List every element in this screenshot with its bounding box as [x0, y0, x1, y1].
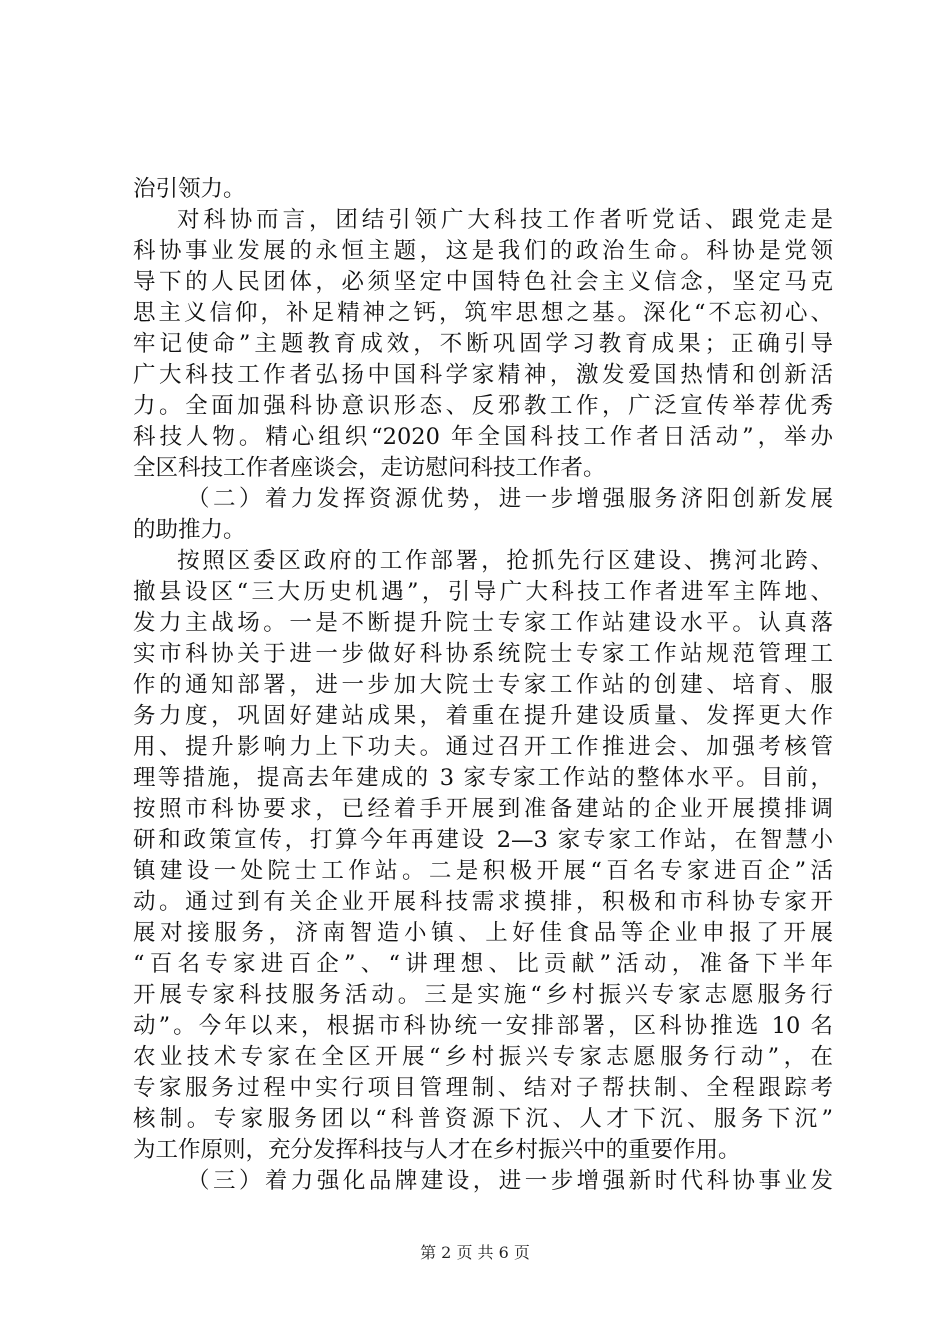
text-line: 科技人物。精心组织“2020 年全国科技工作者日活动”，举办	[133, 424, 833, 450]
text-line: 按照市科协要求，已经着手开展到准备建站的企业开展摸排调	[133, 796, 833, 822]
section-heading: （二）着力发挥资源优势，进一步增强服务济阳创新发展	[187, 486, 833, 512]
text-line: 广大科技工作者弘扬中国科学家精神，激发爱国热情和创新活	[133, 362, 833, 388]
text-line: 科协事业发展的永恒主题，这是我们的政治生命。科协是党领	[133, 238, 833, 264]
text-line: 力。全面加强科协意识形态、反邪教工作，广泛宣传举荐优秀	[133, 393, 833, 419]
text-line: 全区科技工作者座谈会，走访慰问科技工作者。	[133, 455, 606, 481]
text-line: 镇建设一处院士工作站。二是积极开展“百名专家进百企”活	[133, 858, 833, 884]
text-line: 开展专家科技服务活动。三是实施“乡村振兴专家志愿服务行	[133, 982, 833, 1008]
text-line: 核制。专家服务团以“科普资源下沉、人才下沉、服务下沉”	[133, 1106, 833, 1132]
text-line: 农业技术专家在全区开展“乡村振兴专家志愿服务行动”，在	[133, 1044, 833, 1070]
text-line: 动”。今年以来，根据市科协统一安排部署，区科协推选 10 名	[133, 1013, 833, 1039]
text-line: 牢记使命”主题教育成效，不断巩固学习教育成果；正确引导	[133, 331, 833, 357]
text-line: 导下的人民团体，必须坚定中国特色社会主义信念，坚定马克	[133, 269, 833, 295]
text-line: “百名专家进百企”、“讲理想、比贡献”活动，准备下半年	[133, 951, 833, 977]
text-line: 实市科协关于进一步做好科协系统院士专家工作站规范管理工	[133, 641, 833, 667]
text-line: 展对接服务，济南智造小镇、上好佳食品等企业申报了开展	[133, 920, 833, 946]
text-line: 动。通过到有关企业开展科技需求摸排，积极和市科协专家开	[133, 889, 833, 915]
text-line: 研和政策宣传，打算今年再建设 2—3 家专家工作站，在智慧小	[133, 827, 833, 853]
text-line: 思主义信仰，补足精神之钙，筑牢思想之基。深化“不忘初心、	[133, 300, 833, 326]
text-line: 理等措施，提高去年建成的 3 家专家工作站的整体水平。目前，	[133, 765, 833, 791]
text-line: 用、提升影响力上下功夫。通过召开工作推进会、加强考核管	[133, 734, 833, 760]
text-line: 发力主战场。一是不断提升院士专家工作站建设水平。认真落	[133, 610, 833, 636]
text-line: 对科协而言，团结引领广大科技工作者听党话、跟党走是	[177, 207, 833, 233]
text-line: 作的通知部署，进一步加大院士专家工作站的创建、培育、服	[133, 672, 833, 698]
text-line: 按照区委区政府的工作部署，抢抓先行区建设、携河北跨、	[177, 548, 833, 574]
page-number-footer: 第 2 页 共 6 页	[420, 1243, 530, 1262]
section-heading: 的助推力。	[133, 517, 246, 543]
section-heading: （三）着力强化品牌建设，进一步增强新时代科协事业发	[187, 1168, 833, 1194]
text-line: 撤县设区“三大历史机遇”，引导广大科技工作者进军主阵地、	[133, 579, 833, 605]
text-line: 务力度，巩固好建站成果，着重在提升建设质量、发挥更大作	[133, 703, 833, 729]
text-line: 专家服务过程中实行项目管理制、结对子帮扶制、全程跟踪考	[133, 1075, 833, 1101]
text-line: 治引领力。	[133, 176, 246, 202]
text-line: 为工作原则，充分发挥科技与人才在乡村振兴中的重要作用。	[133, 1137, 741, 1163]
